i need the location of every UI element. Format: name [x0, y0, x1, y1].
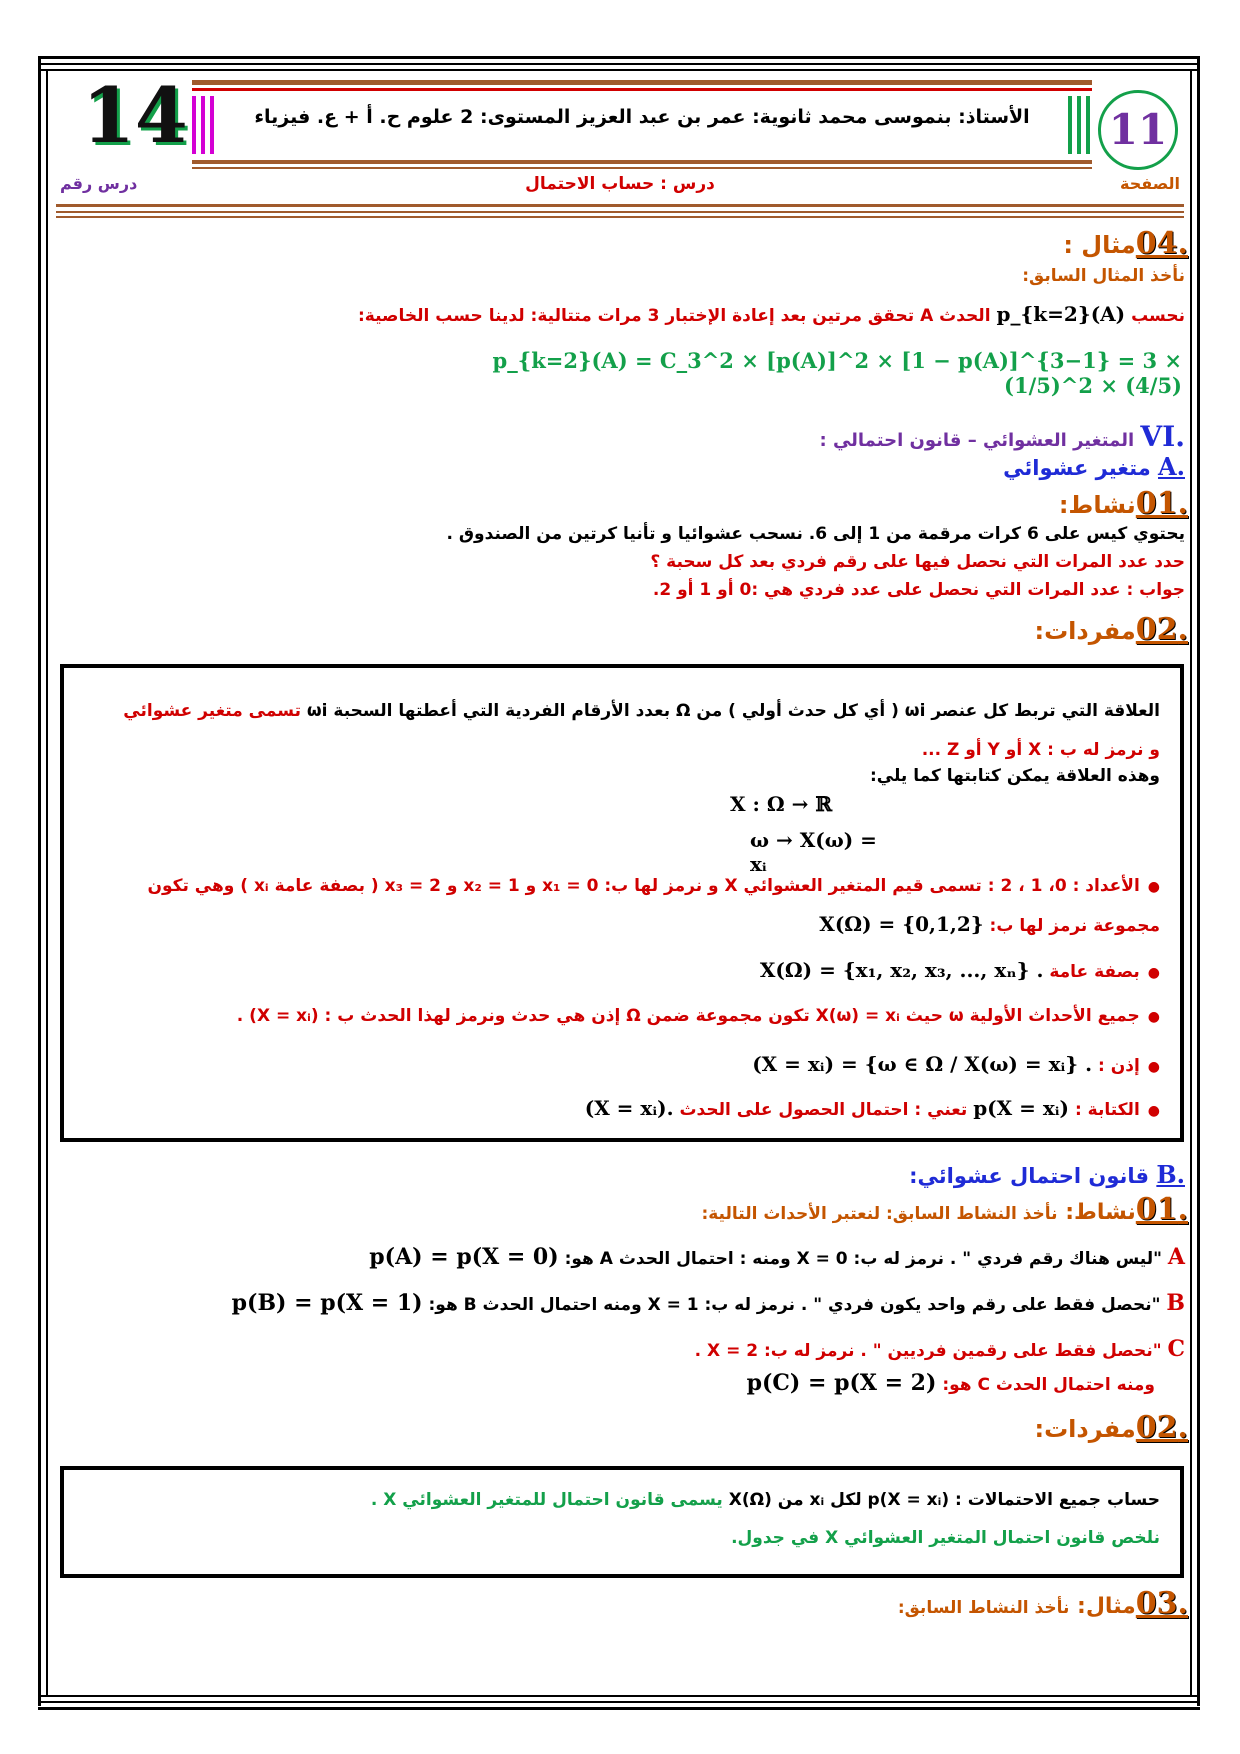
- example-04-heading: [1063, 226, 1188, 261]
- event-c2-line: [75, 1370, 1185, 1396]
- subsection-b-heading: [75, 1160, 1185, 1189]
- bullet-1b-math: X(Ω) = {0,1,2}: [819, 912, 984, 936]
- mapping-line2: ω → X(ω) = xᵢ: [750, 828, 877, 876]
- event-b-text: "نحصل فقط على رقم واحد يكون فردي " . نرمز له ب: X = 1 ومنه احتمال الحدث B هو:: [428, 1295, 1161, 1315]
- example-03-heading: [898, 1586, 1188, 1621]
- bullet-5-label: الكتابة :: [1074, 1100, 1140, 1120]
- event-c2-math: p(C) = p(X = 2): [746, 1370, 937, 1396]
- definition-line2: و نرمز له ب : X أو Y أو Z ...: [921, 740, 1160, 760]
- section-vi-heading: [75, 420, 1185, 453]
- lesson-title: درس : حساب الاحتمال: [525, 174, 715, 194]
- bullet-3-text: جميع الأحداث الأولية ω حيث X(ω) = xᵢ تكون مجموعة ضمن Ω إذن هي حدث ونرمز لهذا الحدث ب : (X = xᵢ) .: [236, 1006, 1140, 1026]
- bullet-5-text: تعني : احتمال الحصول على الحدث: [679, 1100, 968, 1120]
- header-title: الأستاذ: بنموسى محمد ثانوية: عمر بن عبد العزيز المستوى: 2 علوم ح. أ + ع. فيزياء: [254, 106, 1030, 128]
- activity-01b-number: .01: [1135, 1192, 1188, 1227]
- mapping-line1: X : Ω → ℝ: [730, 792, 832, 816]
- bullet-2: ●بصفة عامة X(Ω) = {x₁, x₂, x₃, ..., xₙ} .: [759, 958, 1160, 982]
- bullet-1b: [80, 912, 1160, 936]
- event-c-text: "نحصل فقط على رقمين فرديين " . نرمز له ب: X = 2 .: [694, 1341, 1162, 1361]
- bullet-4-label: إذن :: [1098, 1056, 1140, 1076]
- event-c-letter: C: [1167, 1336, 1185, 1362]
- activity-01-title: نشاط:: [1058, 491, 1136, 519]
- vocab-02b-title: مفردات:: [1034, 1415, 1136, 1443]
- activity-01b-intro: نأخذ النشاط السابق: لنعتبر الأحداث التالية:: [701, 1204, 1058, 1224]
- statement-math: p_{k=2}(A): [996, 302, 1126, 326]
- lesson-number-badge: [82, 71, 188, 160]
- bullet-4: ●إذن : (X = xᵢ) = {ω ∈ Ω / X(ω) = xᵢ} .: [752, 1052, 1160, 1076]
- header-band: [192, 80, 1092, 172]
- definition-box-2: [60, 1466, 1184, 1578]
- definition-colored: تسمى متغير عشوائي: [123, 701, 301, 721]
- vocab-02-heading: [1034, 612, 1188, 647]
- example-04-intro: نأخذ المثال السابق:: [1022, 266, 1185, 286]
- bullet-2-math: X(Ω) = {x₁, x₂, x₃, ..., xₙ} .: [759, 958, 1044, 982]
- law-definition-line2: نلخص قانون احتمال المتغير العشوائي X في جدول.: [731, 1528, 1160, 1548]
- page-label: الصفحة: [1119, 174, 1180, 193]
- bullet-2-text: بصفة عامة: [1049, 962, 1140, 982]
- subsection-a-heading: [75, 452, 1185, 481]
- section-vi-title: المتغير العشوائي – قانون احتمالي :: [819, 430, 1135, 451]
- vocab-02b-heading: [1034, 1410, 1188, 1445]
- lesson-number-label: درس رقم: [60, 174, 138, 193]
- example-03-intro: نأخذ النشاط السابق:: [897, 1598, 1070, 1618]
- vocab-02b-number: .02: [1135, 1410, 1188, 1445]
- law-definition-line1: [80, 1490, 1160, 1510]
- event-b-math: p(B) = p(X = 1): [231, 1290, 423, 1316]
- definition-line1: [80, 696, 1160, 726]
- lesson-number: 14: [82, 71, 188, 160]
- event-c-line: [75, 1336, 1185, 1362]
- activity-01-heading: [1059, 486, 1188, 521]
- bullet-5-math2: (X = xᵢ).: [584, 1096, 674, 1120]
- subsection-b-title: قانون احتمال عشوائي:: [909, 1164, 1150, 1188]
- section-vi-numeral: VI.: [1140, 420, 1185, 453]
- activity-01-line2: حدد عدد المرات التي نحصل فيها على رقم فردي بعد كل سحبة ؟: [650, 552, 1185, 572]
- example-04-statement: [75, 302, 1185, 326]
- bullet-5: ●الكتابة : p(X = xᵢ) تعني : احتمال الحصول على الحدث (X = xᵢ).: [584, 1096, 1160, 1120]
- event-a-line: [75, 1244, 1185, 1270]
- example-03-number: .03: [1135, 1586, 1188, 1621]
- bullet-1a: ●الأعداد : 0، 1 ، 2 : تسمى قيم المتغير العشوائي X و نرمز لها ب: x₁ = 0 و x₂ = 1 و x₃ = 2 ( بصفة عامة xᵢ ) وهي تكون: [147, 876, 1160, 896]
- vocab-02-number: .02: [1135, 612, 1188, 647]
- subsection-a-letter: A.: [1158, 452, 1185, 481]
- activity-01b-heading: [701, 1192, 1188, 1227]
- subsection-b-letter: B.: [1156, 1160, 1185, 1189]
- page-number-badge: [1098, 90, 1178, 170]
- event-c2-text: ومنه احتمال الحدث C هو:: [942, 1375, 1155, 1395]
- bullet-1b-text: مجموعة نرمز لها ب:: [989, 916, 1160, 936]
- event-b-line: [75, 1290, 1185, 1316]
- definition-text: العلاقة التي تربط كل عنصر ωi ( أي كل حدث أولي ) من Ω بعدد الأرقام الفردية التي أعطتها السحبة ωi: [306, 701, 1160, 721]
- section-title: مثال :: [1063, 231, 1136, 259]
- page-number: 11: [1108, 105, 1168, 154]
- event-a-text: "ليس هناك رقم فردي " . نرمز له ب: X = 0 ومنه : احتمال الحدث A هو:: [564, 1249, 1162, 1269]
- bullet-3: ●جميع الأحداث الأولية ω حيث X(ω) = xᵢ تكون مجموعة ضمن Ω إذن هي حدث ونرمز لهذا الحدث ب : (X = xᵢ) .: [236, 1006, 1160, 1026]
- subsection-a-title: متغير عشوائي: [1003, 456, 1151, 480]
- event-a-letter: A: [1167, 1244, 1185, 1270]
- section-number: .04: [1135, 226, 1188, 261]
- answer-label: جواب :: [1126, 580, 1185, 600]
- bullet-5-math1: p(X = xᵢ): [973, 1096, 1070, 1120]
- activity-01-line1: يحتوي كيس على 6 كرات مرقمة من 1 إلى 6. نسحب عشوائيا و تأنيا كرتين من الصندوق .: [446, 524, 1185, 544]
- binomial-formula: p_{k=2}(A) = C_3^2 × [p(A)]^2 × [1 − p(A)]^{3−1} = 3 × (1/5)^2 × (4/5): [492, 348, 1182, 398]
- activity-01b-title: نشاط:: [1065, 1200, 1136, 1225]
- answer-text: عدد المرات التي نحصل على عدد فردي هي :0 أو 1 أو 2.: [652, 580, 1121, 600]
- statement-rest: الحدث A تحقق مرتين بعد إعادة الإختبار 3 مرات متتالية: لدينا حسب الخاصية:: [358, 306, 991, 326]
- bullet-4-math: (X = xᵢ) = {ω ∈ Ω / X(ω) = xᵢ} .: [752, 1052, 1093, 1076]
- activity-01-number: .01: [1135, 486, 1188, 521]
- event-b-letter: B: [1166, 1290, 1185, 1316]
- vocab-02-title: مفردات:: [1034, 617, 1136, 645]
- definition-line3: وهذه العلاقة يمكن كتابتها كما يلي:: [869, 766, 1160, 786]
- activity-01-answer: [75, 580, 1185, 600]
- event-a-math: p(A) = p(X = 0): [369, 1244, 559, 1270]
- statement-red: نحسب: [1131, 306, 1185, 326]
- example-03-title: مثال:: [1077, 1594, 1136, 1619]
- law-definition-colored: يسمى قانون احتمال للمتغير العشوائي X .: [370, 1490, 723, 1510]
- law-definition-text: حساب جميع الاحتمالات : p(X = xᵢ) لكل xᵢ من X(Ω): [728, 1490, 1160, 1510]
- bullet-1a-text: الأعداد : 0، 1 ، 2 : تسمى قيم المتغير العشوائي X و نرمز لها ب: x₁ = 0 و x₂ = 1 و x₃ = 2 ( بصفة عامة xᵢ ) وهي تكون: [147, 876, 1140, 896]
